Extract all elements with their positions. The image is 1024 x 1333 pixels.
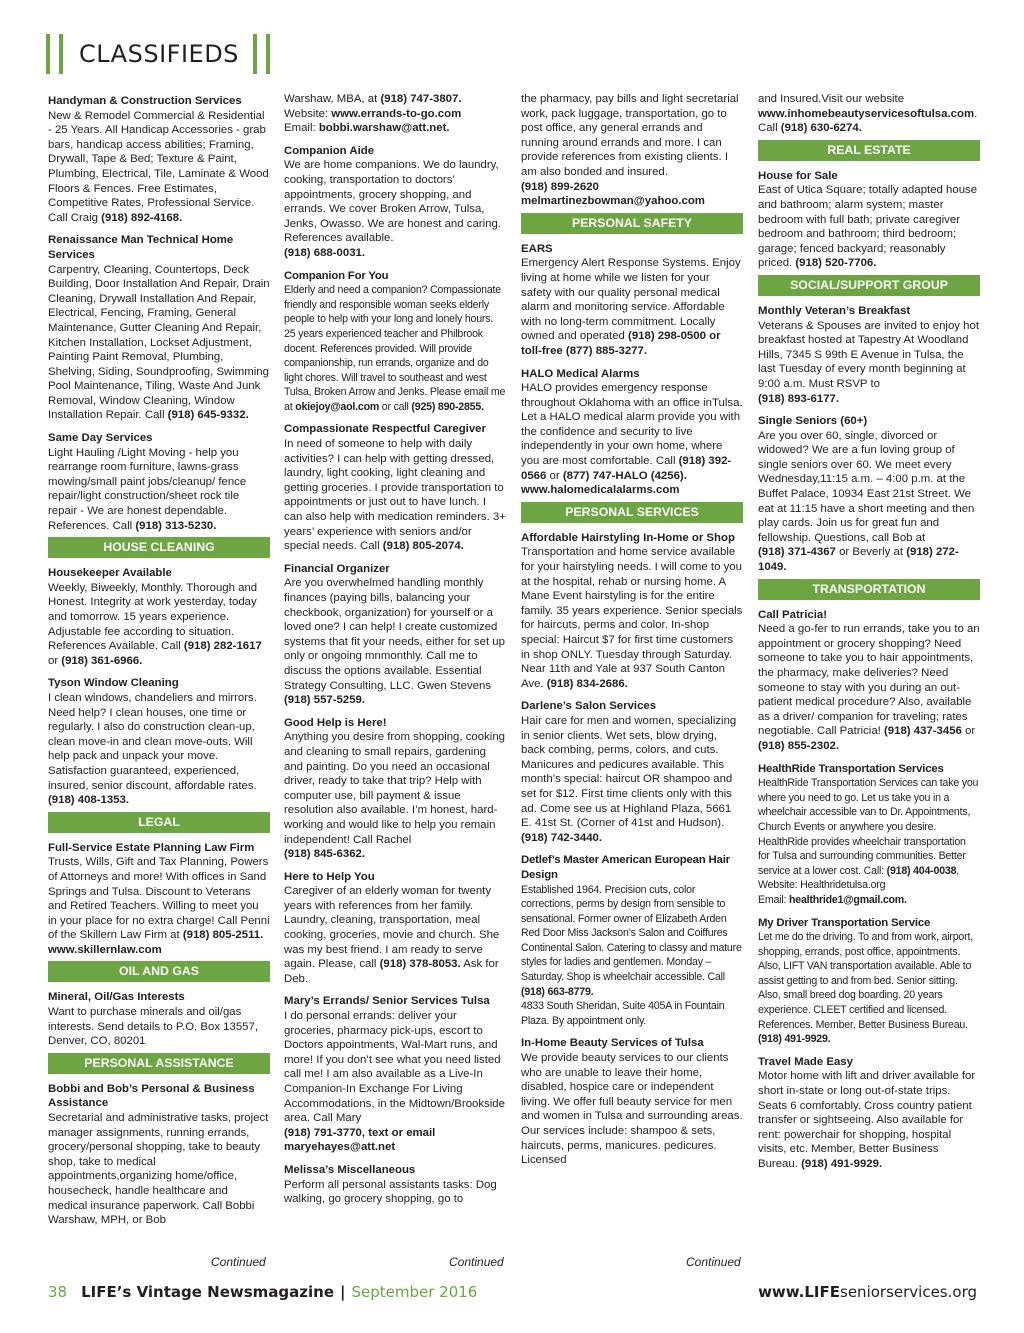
listing-body: We are home companions. We do laundry, cooking, transportation to doctors’ appointments, grocery shopping, and errands. We cover Broken Arrow, Tulsa, Jenks, Owasso. We are honest and caring. References available.: [284, 159, 501, 245]
header-bar-right-1: [253, 34, 257, 74]
listing-body: . Call: [758, 107, 978, 135]
listing-phone: (918) 899-2620: [521, 180, 599, 193]
listing-body: and Insured.Visit our website: [758, 93, 905, 105]
listing-title: Compassionate Respectful Caregiver: [284, 423, 486, 436]
listing-title: Melissa’s Miscellaneous: [284, 1163, 416, 1176]
listing-phone: (918) 408-1353.: [48, 794, 130, 807]
column-2: [284, 92, 506, 1215]
listing-veterans-breakfast: [758, 304, 980, 406]
listing-phone: (918) 520-7706.: [795, 257, 877, 270]
listing-healthride: [758, 762, 980, 908]
listing-title: House for Sale: [758, 169, 838, 182]
email-link[interactable]: okiejoy@aol.com: [295, 400, 380, 413]
listing-title: Travel Made Easy: [758, 1055, 853, 1068]
listing-title: Housekeeper Available: [48, 567, 172, 580]
listing-companion-for-you: [284, 269, 506, 415]
listing-or: or call: [379, 400, 412, 413]
listing-companion-aide: [284, 144, 506, 261]
listing-phone: (918) 791-3770, text or email maryehayes@att.net: [284, 1126, 436, 1154]
listing-phone: (918) 845-6362.: [284, 848, 366, 861]
listing-title: Companion Aide: [284, 144, 375, 157]
website-bold: www.LIFE: [758, 1283, 841, 1301]
listing-travel-made-easy: [758, 1055, 980, 1172]
email-link[interactable]: healthride1@gmail.com.: [788, 893, 907, 906]
listing-title: HALO Medical Alarms: [521, 367, 640, 380]
listing-phone: (918) 834-2686.: [546, 677, 628, 690]
magazine-name: LIFE’s Vintage Newsmagazine: [81, 1283, 335, 1301]
listing-title: Affordable Hairstyling In-Home or Shop: [521, 531, 735, 544]
listing-title: In-Home Beauty Services of Tulsa: [521, 1037, 704, 1050]
listing-body: Perform all personal assistants tasks: Dog walking, go grocery shopping, go to: [284, 1178, 497, 1206]
listing-phone: (918) 404-0038: [886, 864, 957, 877]
footer-masthead: [48, 1283, 477, 1301]
listing-phone: (918) 371-4367: [758, 546, 836, 559]
listing-phone: (918) 491-9929.: [758, 1033, 831, 1046]
listing-title: Detlef’s Master American European Hair Design: [521, 854, 730, 881]
continued-label: Continued: [211, 1255, 266, 1269]
listing-body: I do personal errands: deliver your groceries, pharmacy pick-ups, escort to Doctors appointments, Wal-Mart runs, and more! If you don’t see what you need listed call me! I am also available as a Live-In Companion-In Exchange For Living Accommodations, in the Midtown/Brookside area. Call Mary: [284, 1010, 505, 1125]
website-link[interactable]: , Website: Healthridetulsa.org: [758, 864, 960, 892]
listing-phone: (877) 747-HALO (4256). www.halomedicalalarms.com: [521, 469, 687, 497]
listing-housekeeper: [48, 566, 270, 668]
listing-phone: (918) 742-3440.: [521, 831, 603, 844]
listing-financial: [284, 562, 506, 708]
listing-body: Warshaw, MBA, at: [284, 93, 381, 105]
section-house-cleaning: HOUSE CLEANING: [48, 537, 270, 558]
issue-date: September 2016: [351, 1283, 478, 1301]
website-link[interactable]: www.errands-to-go.com: [331, 107, 462, 120]
listing-body: Established 1964. Precision cuts, color corrections, perms by design from sensible to sensational. Former owner of Elizabeth Arden Red Door Miss Jackson’s Salon and Coiffures Continental Salon. Catering to classy and mature styles for ladies and gentlemen. Monday – Saturday. Shop is wheelchair accessible. Call: [521, 883, 742, 984]
section-personal-assistance: PERSONAL ASSISTANCE: [48, 1053, 270, 1074]
listing-phone: (918) 645-9332.: [167, 409, 249, 422]
page-number: 38: [48, 1283, 68, 1301]
listing-body: Let me do the driving. To and from work, airport, shopping, errands, post office, appointments. Also, LIFT VAN transportation available. Able to assist getting to and from bed. Senior sitting. Also, small breed dog boarding. 20 years experience. CLEET certified and licensed. References. Member, Better Business Bureau.: [758, 931, 973, 1031]
listing-body: Motor home with lift and driver available for short in-state or long out-of-state trips. Seats 6 comfortably. Cross country patient transfer or sightseeing. Also available for rent: powerchair for shopping, hospital visits, etc. Member, Better Business Bureau.: [758, 1070, 976, 1170]
listing-phone: (918) 688-0031.: [284, 246, 366, 259]
listing-phone: (918) 491-9929.: [801, 1158, 883, 1170]
column-4: [758, 92, 980, 1180]
listing-renaissance: [48, 233, 270, 423]
listing-phone: (918) 298-0500 or toll-free (877) 885-3277.: [521, 330, 721, 357]
listing-in-home-beauty: [521, 1036, 743, 1167]
listing-bobbi: [48, 1082, 270, 1228]
column-3: [521, 92, 743, 1176]
section-social-support: SOCIAL/SUPPORT GROUP: [758, 275, 980, 296]
listing-hairstyling: [521, 531, 743, 692]
listing-title: Single Seniors (60+): [758, 415, 868, 428]
listing-estate: [48, 841, 270, 958]
listing-body: Veterans & Spouses are invited to enjoy hot breakfast hosted at Tapestry At Woodland Hills, 7345 S 99th E Avenue in Tulsa, the last Tuesday of every month beginning at 9:00 a.m. Must RSVP to: [758, 319, 979, 390]
listing-melissa: [284, 1163, 506, 1207]
section-real-estate: REAL ESTATE: [758, 140, 980, 161]
listing-title: Companion For You: [284, 269, 389, 282]
continued-label: Continued: [449, 1255, 504, 1269]
section-legal: LEGAL: [48, 812, 270, 833]
listing-phone: (925) 890-2855.: [411, 400, 484, 413]
listing-or: or: [546, 469, 563, 482]
listing-body: Light Hauling /Light Moving - help you rearrange room furniture, lawns-grass mowing/small paint jobs/cleanup/ fence repair/light construction/sheet rock tile repair - We are honest dependable. References. Call: [48, 446, 247, 532]
column-1: [48, 92, 270, 1236]
page-header: [46, 32, 270, 76]
listing-title: Renaissance Man Technical Home Services: [48, 234, 234, 261]
listing-same-day: [48, 431, 270, 533]
listing-phone: (918) 392-0566: [521, 455, 732, 482]
page-title: CLASSIFIEDS: [79, 40, 239, 68]
listing-phone: (918) 893-6177.: [758, 392, 840, 405]
header-bar-right-2: [266, 34, 270, 74]
listing-body: Emergency Alert Response Systems. Enjoy living at home while we listen for your safety with our quality personal medical alarm and monitoring service. Affordable with no long-term commitment. Locally owned and operated: [521, 257, 741, 343]
listing-body: East of Utica Square; totally adapted house and bathroom; alarm system; master bedroom with full bath; private caregiver bedroom and bathroom; third bedroom; garage; fenced backyard; reasonably priced.: [758, 184, 978, 270]
listing-title: Here to Help You: [284, 870, 375, 883]
listing-body: the pharmacy, pay bills and light secretarial work, pack luggage, transportation, go to post office, any general errands and running around errands and more. I can provide references from existing clients. I am also bonded and insured.: [521, 93, 739, 178]
listing-body: Carpentry, Cleaning, Countertops, Deck Building, Door Installation And Repair, Drain Cleaning, Drywall Installation And Repair, Electrical, Fencing, Framing, General Maintenance, Gutter Cleaning And Repair, Kitchen Installation, Lockset Adjustment, Painting Paint Removal, Plumbing, Shelving, Siding, Soundproofing, Swimming Pool Maintenance, Tiling, Waste And Junk Removal, Window Cleaning, Window Installation Repair. Call: [48, 263, 270, 422]
listing-mary: [284, 994, 506, 1155]
listing-or: or: [48, 654, 62, 667]
listing-title: Call Patricia!: [758, 608, 828, 621]
listing-body: Need a go-fer to run errands, take you to an appointment or grocery shopping? Need someone to take you to hair appointments, the pharmacy, make deliveries? Need someone to stay with you during an out-patient medical procedure? Also, available as a driver/ companion for traveling; rates negotiable. Call Patricia!: [758, 623, 980, 738]
listing-title: Darlene’s Salon Services: [521, 700, 657, 713]
header-bar-left-2: [59, 34, 63, 74]
listing-good-help: [284, 716, 506, 862]
listing-title: HealthRide Transportation Services: [758, 762, 944, 775]
listing-phone: (918) 892-4168.: [101, 211, 183, 224]
listing-in-home-beauty-cont: [758, 92, 980, 136]
listing-phone: (918) 805-2074.: [382, 540, 464, 553]
listing-ears: [521, 242, 743, 359]
footer-separator: |: [340, 1283, 346, 1301]
listing-title: My Driver Transportation Service: [758, 916, 931, 929]
listing-melissa-cont: [521, 92, 743, 209]
footer-website[interactable]: [758, 1283, 977, 1301]
listing-phone: (918) 313-5230.: [135, 519, 217, 532]
listing-or: or: [961, 725, 976, 738]
website-label: Website:: [284, 107, 332, 120]
listing-mineral: [48, 990, 270, 1048]
listing-body: Transportation and home service available for your hairstyling needs. I will come to you at the hospital, rehab or nursing home. A Mane Event hairstyling is for the entire family. 35 years experience. Senior specials for haircuts, perms and color. In-shop special: Haircut $7 for first time customers in shop ONLY. Tuesday through Saturday. Near 11th and Yale at 937 South Canton Ave.: [521, 546, 743, 690]
listing-tyson: [48, 676, 270, 807]
listing-body: Are you over 60, single, divorced or widowed? We are a fun loving group of single seniors over 60. We meet every Wednesday,11:15 a.m. – 4:00 p.m. at the Buffet Palace, 10934 East 21st Street. We eat at 11:15 have a short meeting and then play cards. Join us for great fun and fellowship. Questions, call Bob at: [758, 429, 975, 544]
listing-phone: (918) 361-6966.: [61, 654, 143, 667]
listing-house-for-sale: [758, 169, 980, 271]
section-transportation: TRANSPORTATION: [758, 579, 980, 600]
email-label: Email:: [284, 122, 319, 135]
website-link[interactable]: www.inhomebeautyservicesoftulsa.com: [758, 107, 975, 120]
listing-caregiver: [284, 422, 506, 553]
listing-detlef: [521, 853, 743, 1028]
listing-title: Monthly Veteran’s Breakfast: [758, 304, 911, 317]
listing-body: HealthRide Transportation Services can take you where you need to go. Let us take you in a wheelchair accessible van to Dr. Appointments, Church Events or anywhere you desire. HealthRide provides wheelchair transportation for Tulsa and surrounding communities. Better service at a lower cost. Call:: [758, 777, 979, 877]
listing-body: Caregiver of an elderly woman for twenty years with references from her family. Laundry, cleaning, transportation, meal cooking, groceries, movie and church. She was my best friend. I am ready to serve again. Please, call: [284, 885, 500, 971]
listing-title: Good Help is Here!: [284, 716, 387, 729]
listing-phone: (918) 378-8053.: [379, 958, 461, 971]
listing-phone: (918) 855-2302.: [758, 739, 840, 752]
listing-title: Handyman & Construction Services: [48, 95, 242, 107]
listing-phone: (918) 437-3456: [884, 725, 962, 738]
listing-title: EARS: [521, 242, 553, 255]
listing-body: We provide beauty services to our clients who are unable to leave their home, disabled, hospice care or independent living. We offer full beauty service for men and women in Tulsa and surrounding areas. Our services include: shampoo & sets, haircuts, perms, manicures. pedicures. Licensed: [521, 1052, 743, 1167]
listing-title: Mineral, Oil/Gas Interests: [48, 991, 185, 1004]
listing-body: Are you overwhelmed handling monthly finances (paying bills, balancing your checkbook, organization) for yourself or a loved one? I can help! I create customized systems that fit your needs, either for set up only or ongoing mnmonthly. Call me to discuss the options available. Essential Strategy Consulting, LLC. Gwen Stevens: [284, 577, 505, 692]
listing-warshaw-cont: [284, 92, 506, 136]
listing-phone: (918) 805-2511. www.skillernlaw.com: [48, 929, 264, 956]
listing-title: Financial Organizer: [284, 562, 390, 575]
listing-handyman: [48, 94, 270, 225]
listing-call-patricia: [758, 608, 980, 754]
listing-or: or Beverly at: [835, 546, 907, 559]
listing-title: Full-Service Estate Planning Law Firm: [48, 841, 255, 854]
listing-phone: (918) 272-1049.: [758, 546, 959, 574]
listing-body: New & Remodel Commercial & Residential - 25 Years. All Handicap Accessories - grab bars, handicap access abilities; Framing, Drywall, Tape & Bed; Texture & Paint, Plumbing, Electrical, Tile, Laminate & Wood Floors & Fences. Free Estimates, Competitive Rates, Professional Service. Call Craig: [48, 109, 269, 224]
listing-body: In need of someone to help with daily activities? I can help with getting dressed, laundry, light cooking, light cleaning and getting groceries. I provide transportation to appointments or just out to have lunch. I can also help with medication reminders. 3+ years’ experience with seniors and/or special needs. Call: [284, 438, 506, 553]
listing-body: Hair care for men and women, specializing in senior clients. Wet sets, blow drying, back combing, perms, colors, and cuts. Manicures and pedicures available. This month’s special: haircut OR shampoo and set for $12. First time clients only with this ad. Come see us at Highland Plaza, 5661 E. 41st St. (Corner of 41st and Hudson).: [521, 714, 737, 830]
listing-halo: [521, 367, 743, 498]
listing-darlene: [521, 699, 743, 845]
listing-body: Ask for Deb.: [284, 958, 499, 985]
section-oil-gas: OIL AND GAS: [48, 961, 270, 982]
listing-body: Trusts, Wills, Gift and Tax Planning, Powers of Attorneys and more! With offices in Sand Springs and Tulsa. Discount to Veterans and Retired Teachers. Willing to meet you in your place for no extra charge! Call Penni of the Skillern Law Firm at: [48, 856, 270, 942]
listing-phone: (918) 282-1617: [183, 640, 262, 653]
section-personal-safety: PERSONAL SAFETY: [521, 213, 743, 234]
listing-body: Anything you desire from shopping, cooking and cleaning to small repairs, gardening and painting. Do you need an occasional driver, ready to take that trip? Help with computer use, bill payment & issue resolution also available. I’m honest, hard-working and would like to help you remain independent! Call Rachel: [284, 731, 505, 846]
listing-phone: (918) 630-6274.: [780, 122, 862, 135]
listing-title: Bobbi and Bob’s Personal & Business Assistance: [48, 1082, 255, 1110]
listing-body: I clean windows, chandeliers and mirrors. Need help? I clean houses, one time or regularly. I also do construction clean-up, clean move-in and clean move-outs. Will help pack and unpack your move. Satisfaction guaranteed, experienced, insured, senior discount, affordable rates.: [48, 691, 257, 792]
section-personal-services: PERSONAL SERVICES: [521, 502, 743, 523]
listing-title: Mary’s Errands/ Senior Services Tulsa: [284, 995, 490, 1008]
listing-here-to-help: [284, 870, 506, 987]
listing-body: 4833 South Sheridan, Suite 405A in Fountain Plaza. By appointment only.: [521, 1000, 725, 1027]
website-rest: seniorservices.org: [840, 1283, 977, 1301]
listing-body: Secretarial and administrative tasks, project manager assignments, running errands, grocery/personal shopping, take to beauty shop, take to medical appointments,organizing home/office, housecheck, handle healthcare and medical insurance paperwork. Call Bobbi Warshaw, MPH, or Bob: [48, 1112, 269, 1227]
header-bar-left-1: [46, 34, 50, 74]
email-link[interactable]: melmartinezbowman@yahoo.com: [521, 195, 705, 208]
listing-body: HALO provides emergency response throughout Oklahoma with an office inTulsa. Let a HALO medical alarm provide you with the confidence and security to live independently in your own home, where you are most comfortable. Call: [521, 382, 743, 468]
listing-title: Same Day Services: [48, 432, 153, 445]
listing-phone: (918) 557-5259.: [284, 694, 366, 707]
listing-body: Want to purchase minerals and oil/gas interests. Send details to P.O. Box 13557, Denver, CO, 80201: [48, 1006, 259, 1048]
email-label: Email:: [758, 893, 789, 906]
listing-body: Elderly and need a companion? Compassionate friendly and responsible woman seeks elderly people to help with your long and lonely hours. 25 years experienced teacher and Philbrook docent. References provided. Will provide companionship, run errands, organize and do light chores. Will travel to southeast and west Tulsa, Broken Arrow and Jenks. Please email me at: [284, 284, 506, 413]
email-link[interactable]: bobbi.warshaw@att.net.: [318, 122, 450, 135]
continued-label: Continued: [686, 1255, 741, 1269]
listing-title: Tyson Window Cleaning: [48, 677, 179, 690]
listing-my-driver: [758, 916, 980, 1047]
listing-phone: (918) 747-3807.: [380, 93, 462, 105]
listing-body: Weekly, Biweekly, Monthly. Thorough and Honest. Integrity at work yesterday, today and tomorrow. 15 years experience. Adjustable fee according to situation. References Available. Call: [48, 581, 258, 653]
listing-phone: (918) 663-8779.: [521, 985, 594, 998]
listing-single-seniors: [758, 414, 980, 575]
